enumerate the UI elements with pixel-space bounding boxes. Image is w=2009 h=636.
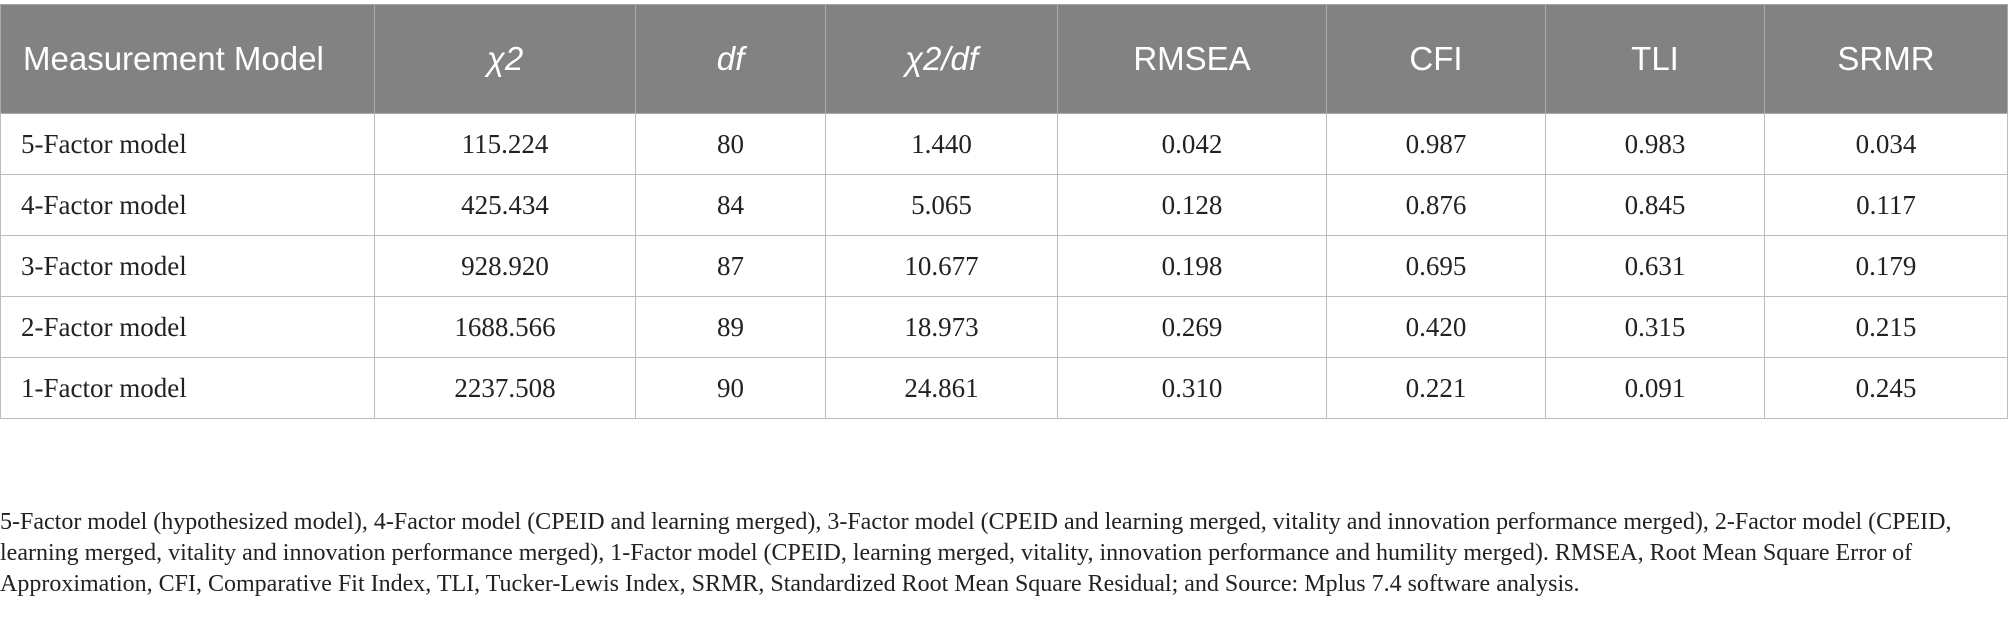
chi-square-cell: 425.434 xyxy=(375,175,636,236)
chi-square-df-cell: 24.861 xyxy=(826,358,1058,419)
header-chi-square: χ2 xyxy=(375,5,636,114)
model-name-cell: 2-Factor model xyxy=(1,297,375,358)
tli-cell: 0.983 xyxy=(1546,114,1765,175)
header-row xyxy=(1,5,2008,114)
table-row xyxy=(1,175,2008,236)
table-footnote: 5-Factor model (hypothesized model), 4-Factor model (CPEID and learning merged), 3-Factor model (CPEID and learning merged, vitality and innovation performance merged), 2-Factor model (CPEID, learning merged, vitality and innovation performance merged), 1-Factor model (CPEID, learning merged, vitality, innovation performance and humility merged). RMSEA, Root Mean Square Error of Approximation, CFI, Comparative Fit Index, TLI, Tucker-Lewis Index, SRMR, Standardized Root Mean Square Residual; and Source: Mplus 7.4 software analysis. xyxy=(0,509,1952,597)
table-row xyxy=(1,236,2008,297)
header-tli: TLI xyxy=(1546,5,1765,114)
header-rmsea: RMSEA xyxy=(1058,5,1327,114)
fit-indices-table xyxy=(0,4,2008,419)
header-measurement-model: Measurement Model xyxy=(1,5,375,114)
tli-cell: 0.315 xyxy=(1546,297,1765,358)
df-cell: 80 xyxy=(636,114,826,175)
rmsea-cell: 0.042 xyxy=(1058,114,1327,175)
chi-square-cell: 2237.508 xyxy=(375,358,636,419)
cfi-cell: 0.695 xyxy=(1327,236,1546,297)
df-cell: 89 xyxy=(636,297,826,358)
rmsea-cell: 0.310 xyxy=(1058,358,1327,419)
rmsea-cell: 0.269 xyxy=(1058,297,1327,358)
fit-indices-table-container xyxy=(0,4,2007,419)
cfi-cell: 0.420 xyxy=(1327,297,1546,358)
table-row xyxy=(1,358,2008,419)
model-name-cell: 3-Factor model xyxy=(1,236,375,297)
model-name-cell: 5-Factor model xyxy=(1,114,375,175)
header-cfi: CFI xyxy=(1327,5,1546,114)
chi-square-df-cell: 5.065 xyxy=(826,175,1058,236)
model-name-cell: 1-Factor model xyxy=(1,358,375,419)
table-row xyxy=(1,114,2008,175)
model-name-cell: 4-Factor model xyxy=(1,175,375,236)
df-cell: 84 xyxy=(636,175,826,236)
tli-cell: 0.631 xyxy=(1546,236,1765,297)
table-row xyxy=(1,297,2008,358)
chi-square-cell: 115.224 xyxy=(375,114,636,175)
chi-square-cell: 928.920 xyxy=(375,236,636,297)
header-chi-square-df: χ2/df xyxy=(826,5,1058,114)
df-cell: 90 xyxy=(636,358,826,419)
chi-square-df-cell: 1.440 xyxy=(826,114,1058,175)
srmr-cell: 0.034 xyxy=(1765,114,2008,175)
chi-square-df-cell: 10.677 xyxy=(826,236,1058,297)
srmr-cell: 0.215 xyxy=(1765,297,2008,358)
cfi-cell: 0.876 xyxy=(1327,175,1546,236)
srmr-cell: 0.117 xyxy=(1765,175,2008,236)
tli-cell: 0.845 xyxy=(1546,175,1765,236)
cfi-cell: 0.221 xyxy=(1327,358,1546,419)
srmr-cell: 0.179 xyxy=(1765,236,2008,297)
header-srmr: SRMR xyxy=(1765,5,2008,114)
tli-cell: 0.091 xyxy=(1546,358,1765,419)
chi-square-cell: 1688.566 xyxy=(375,297,636,358)
rmsea-cell: 0.128 xyxy=(1058,175,1327,236)
srmr-cell: 0.245 xyxy=(1765,358,2008,419)
header-df: df xyxy=(636,5,826,114)
cfi-cell: 0.987 xyxy=(1327,114,1546,175)
df-cell: 87 xyxy=(636,236,826,297)
chi-square-df-cell: 18.973 xyxy=(826,297,1058,358)
rmsea-cell: 0.198 xyxy=(1058,236,1327,297)
